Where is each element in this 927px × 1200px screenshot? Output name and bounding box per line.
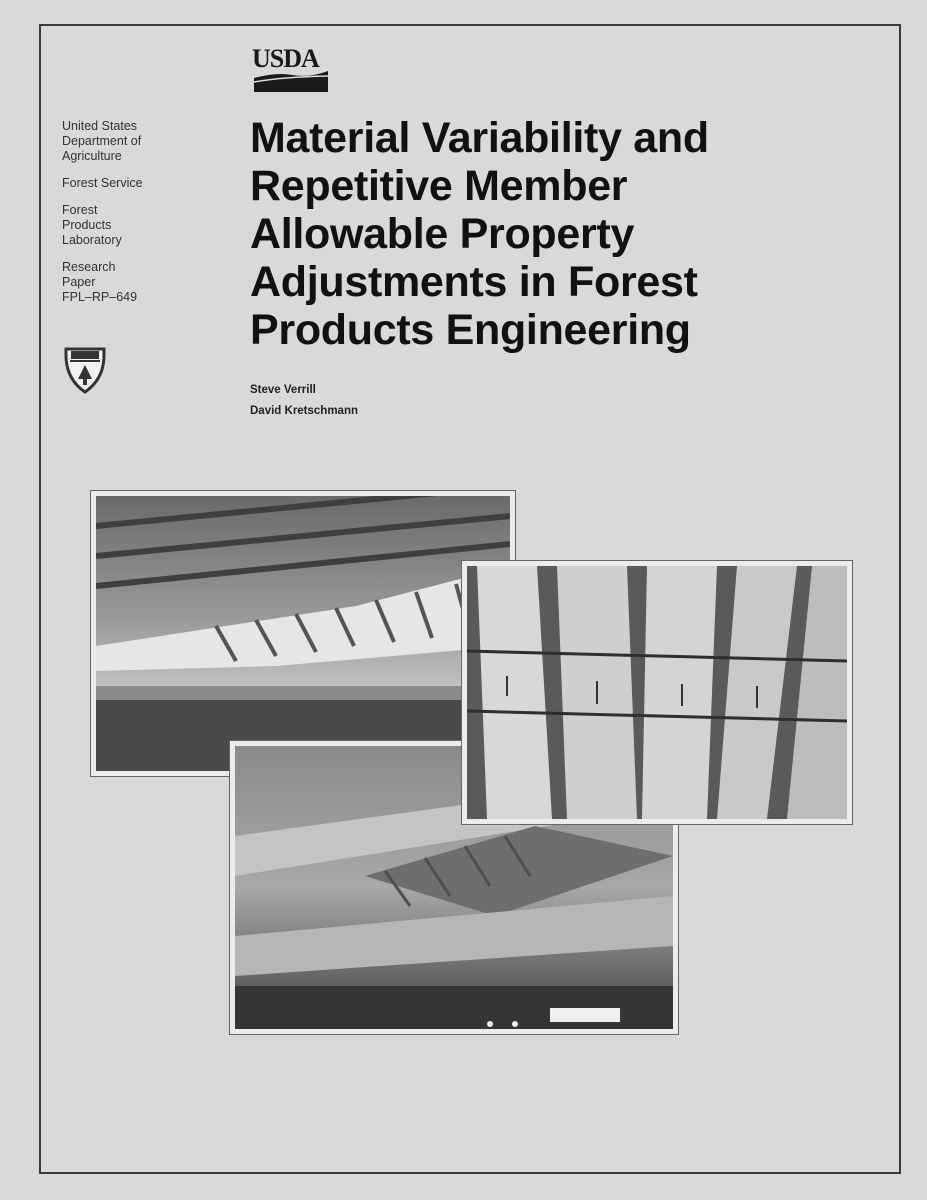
- forest-service-shield-icon: [62, 345, 108, 395]
- ceiling-photo-skylight: [91, 491, 515, 776]
- usda-logo-text: USDA: [252, 44, 319, 73]
- title-line: Products Engineering: [250, 306, 691, 354]
- usda-logo-icon: [252, 44, 330, 96]
- agency-service: Forest Service: [62, 176, 143, 190]
- title-line: Repetitive Member: [250, 162, 628, 210]
- title-line: Allowable Property: [250, 210, 635, 258]
- title-line: Adjustments in Forest: [250, 258, 698, 306]
- agency-department: United States Department of Agriculture: [62, 119, 142, 163]
- ceiling-photo-beams: [462, 561, 852, 824]
- title-line: Material Variability and: [250, 114, 709, 162]
- agency-sidebar: [62, 119, 192, 317]
- agency-lab: Forest Products Laboratory: [62, 203, 122, 247]
- author-name: Steve Verrill: [250, 384, 316, 396]
- document-title: [250, 114, 850, 354]
- author-name: David Kretschmann: [250, 405, 359, 417]
- author-list: [250, 380, 358, 422]
- report-number: Research Paper FPL–RP–649: [62, 260, 138, 304]
